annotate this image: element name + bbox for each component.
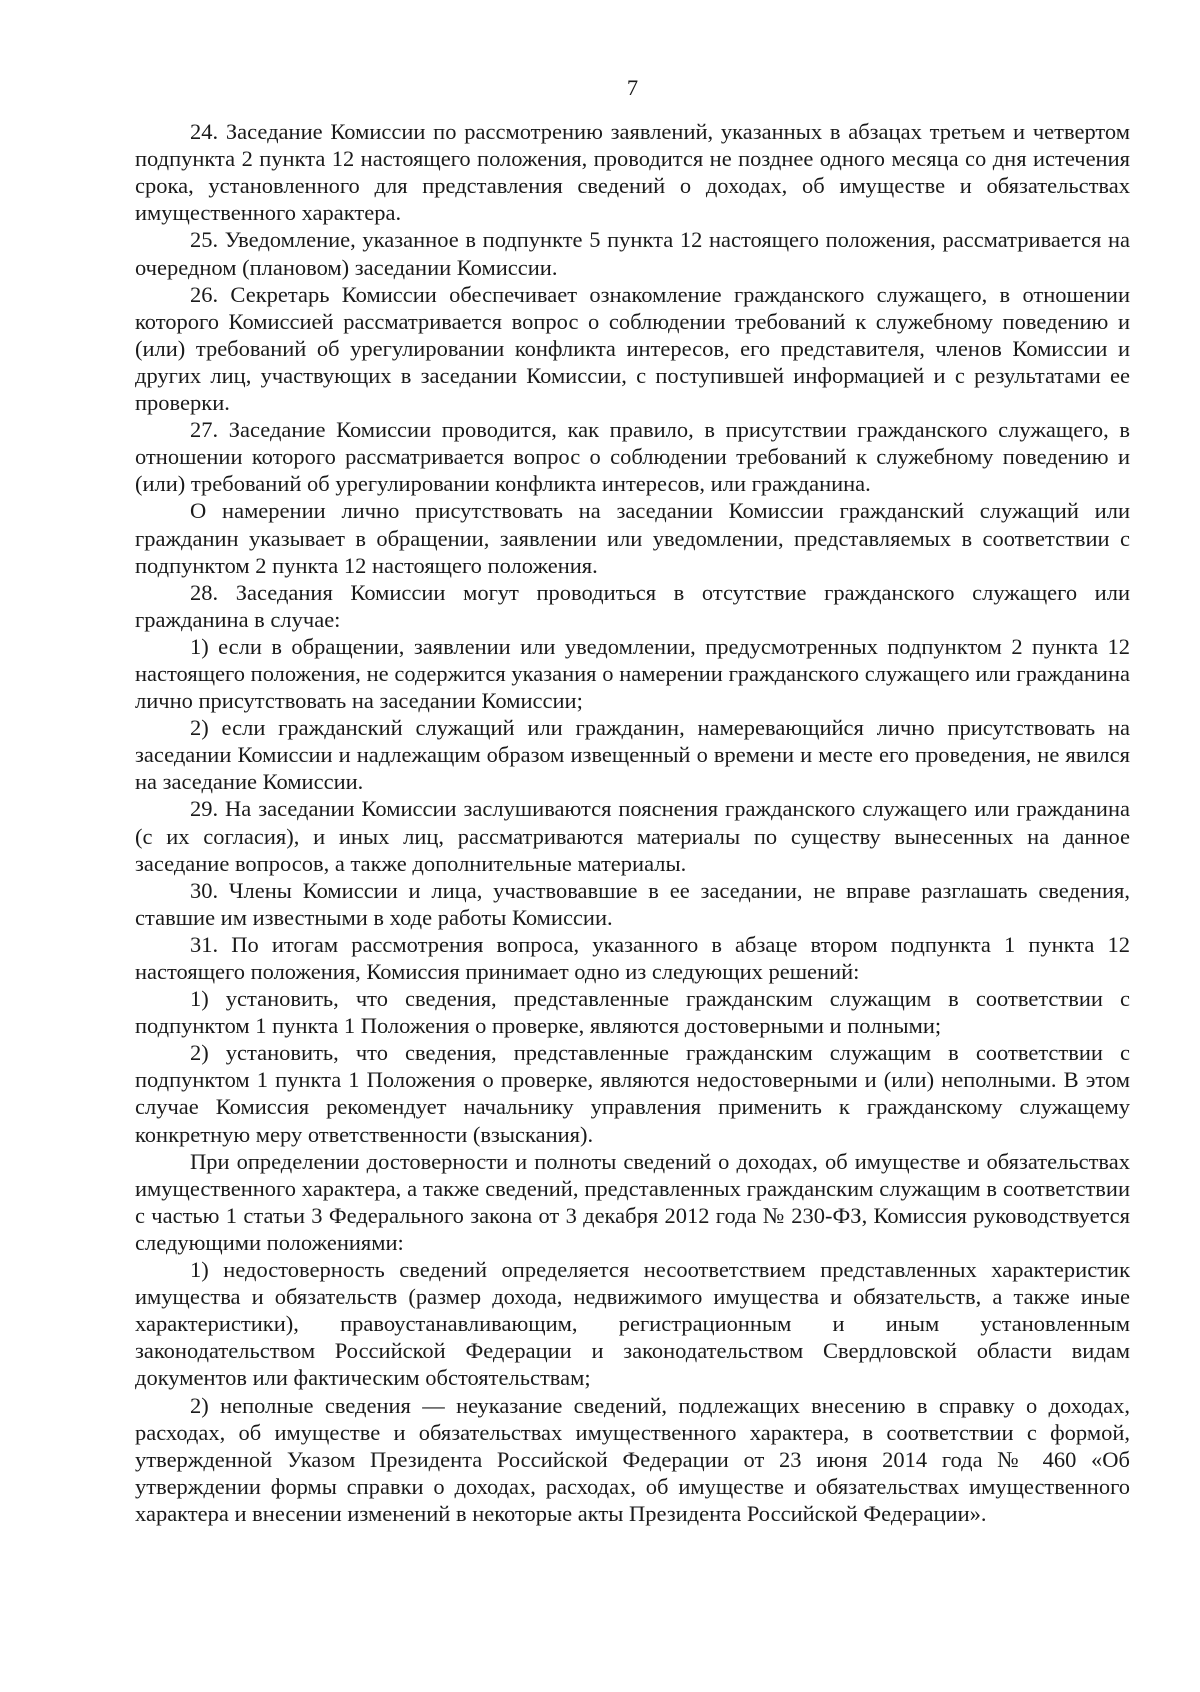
paragraph-31-item-2: 2) установить, что сведения, представленные гражданским служащим в соответствии с подпунктом 1 пункта 1 Положения о проверке, являются недостоверными и (или) неполными. В этом случае Комиссия рекомендует начальнику управления применить к гражданскому служащему конкретную меру ответственности (взыскания). (135, 1040, 1130, 1147)
paragraph-26: 26. Секретарь Комиссии обеспечивает ознакомление гражданского служащего, в отношении которого Комиссией рассматривается вопрос о соблюдении требований к служебному поведению и (или) требований об урегулировании конфликта интересов, его представителя, членов Комиссии и других лиц, участвующих в заседании Комиссии, с поступившей информацией и с результатами ее проверки. (135, 281, 1130, 416)
paragraph-28-item-1: 1) если в обращении, заявлении или уведомлении, предусмотренных подпунктом 2 пункта 12 настоящего положения, не содержится указания о намерении гражданского служащего или гражданина лично присутствовать на заседании Комиссии; (135, 633, 1130, 714)
paragraph-31: 31. По итогам рассмотрения вопроса, указанного в абзаце втором подпункта 1 пункта 12 настоящего положения, Комиссия принимает одно из следующих решений: (135, 931, 1130, 984)
paragraph-27-intent: О намерении лично присутствовать на заседании Комиссии гражданский служащий или гражданин указывает в обращении, заявлении или уведомлении, представляемых в соответствии с подпунктом 2 пункта 12 настоящего положения. (135, 498, 1130, 578)
paragraph-29: 29. На заседании Комиссии заслушиваются пояснения гражданского служащего или гражданина (с их согласия), и иных лиц, рассматриваются материалы по существу вынесенных на данное заседание вопросов, а также дополнительные материалы. (135, 796, 1130, 876)
paragraph-24: 24. Заседание Комиссии по рассмотрению заявлений, указанных в абзацах третьем и четвертом подпункта 2 пункта 12 настоящего положения, проводится не позднее одного месяца со дня истечения срока, установленного для представления сведений о доходах, об имуществе и обязательствах имущественного характера. (135, 119, 1130, 226)
paragraph-28: 28. Заседания Комиссии могут проводиться в отсутствие гражданского служащего или гражданина в случае: (135, 579, 1130, 632)
paragraph-30: 30. Члены Комиссии и лица, участвовавшие в ее заседании, не вправе разглашать сведения, ставшие им известными в ходе работы Комиссии. (135, 877, 1130, 930)
paragraph-31-criteria-item-1: 1) недостоверность сведений определяется несоответствием представленных характеристик имущества и обязательств (размер дохода, недвижимого имущества и обязательств, а также иные характеристики), правоустанавливающим, регистрационным и иным установленным законодательством Российской Федерации и законодательством Свердловской области видам документов или фактическим обстоятельствам; (135, 1257, 1130, 1391)
paragraph-27: 27. Заседание Комиссии проводится, как правило, в присутствии гражданского служащего, в отношении которого рассматривается вопрос о соблюдении требований к служебному поведению и (или) требований об урегулировании конфликта интересов, или гражданина. (135, 417, 1130, 497)
page-number: 7 (626, 75, 639, 100)
paragraph-31-item-1: 1) установить, что сведения, представленные гражданским служащим в соответствии с подпунктом 1 пункта 1 Положения о проверке, являются достоверными и полными; (135, 986, 1130, 1039)
paragraph-31-criteria-item-2: 2) неполные сведения — неуказание сведений, подлежащих внесению в справку о доходах, расходах, об имуществе и обязательствах имущественного характера, в соответствии с формой, утвержденной Указом Президента Российской Федерации от 23 июня 2014 года № 460 «Об утверждении формы справки о доходах, расходах, об имуществе и обязательствах имущественного характера и внесении изменений в некоторые акты Президента Российской Федерации». (135, 1392, 1130, 1526)
paragraph-28-item-2: 2) если гражданский служащий или гражданин, намеревающийся лично присутствовать на заседании Комиссии и надлежащим образом извещенный о времени и месте его проведения, не явился на заседание Комиссии. (135, 715, 1130, 795)
paragraph-31-criteria: При определении достоверности и полноты сведений о доходах, об имуществе и обязательствах имущественного характера, а также сведений, представленных гражданским служащим в соответствии с частью 1 статьи 3 Федерального закона от 3 декабря 2012 года № 230-ФЗ, Комиссия руководствуется следующими положениями: (135, 1148, 1130, 1255)
paragraph-25: 25. Уведомление, указанное в подпункте 5 пункта 12 настоящего положения, рассматривается на очередном (плановом) заседании Комиссии. (135, 227, 1130, 280)
document-page (135, 74, 1130, 1527)
